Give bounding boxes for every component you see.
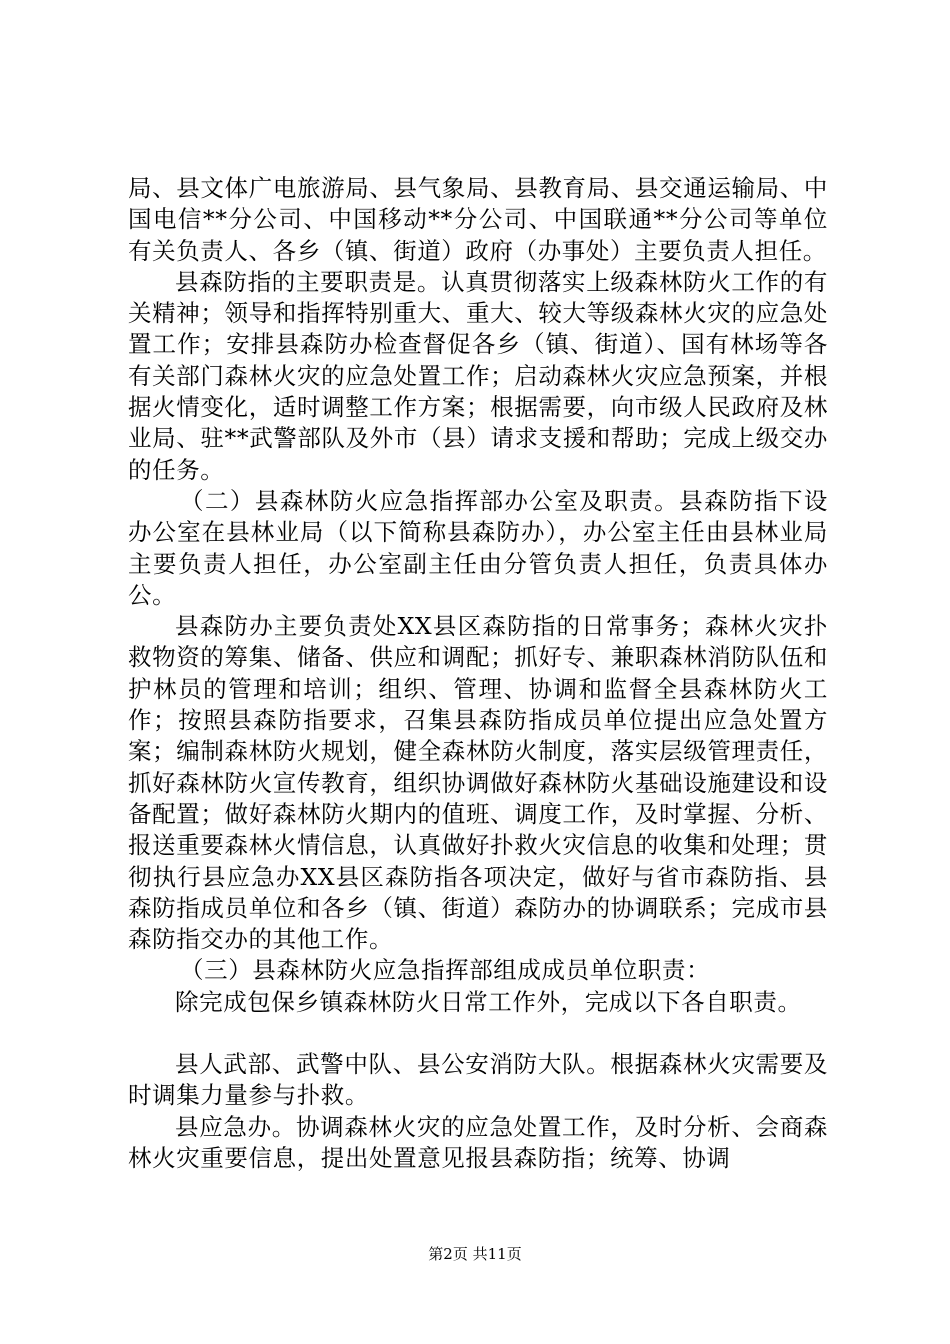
paragraph-armed-forces: 县人武部、武警中队、县公安消防大队。根据森林火灾需要及时调集力量参与扑救。 [128,1050,828,1110]
paragraph-members-heading: （三）县森林防火应急指挥部组成成员单位职责： [180,956,711,985]
paragraph-office-heading: （二）县森林防火应急指挥部办公室及职责。县森防指下设办公室在县林业局（以下简称县森防办），办公室主任由县林业局主要负责人担任，办公室副主任由分管负责人担任，负责具体办公。 [128,486,828,609]
paragraph-emergency-office: 县应急办。协调森林火灾的应急处置工作，及时分析、会商森林火灾重要信息，提出处置意见报县森防指；统筹、协调 [128,1112,828,1172]
page-number-footer: 第2页 共11页 [428,1245,522,1263]
paragraph-continuation: 局、县文体广电旅游局、县气象局、县教育局、县交通运输局、中国电信**分公司、中国移动**分公司、中国联通**分公司等单位有关负责人、各乡（镇、街道）政府（办事处）主要负责人担任。 [128,174,828,265]
paragraph-gap [128,1018,828,1049]
paragraph-duties: 县森防指的主要职责是。认真贯彻落实上级森林防火工作的有关精神；领导和指挥特别重大、重大、较大等级森林火灾的应急处置工作；安排县森防办检查督促各乡（镇、街道）、国有林场等各有关部门森林火灾的应急处置工作；启动森林火灾应急预案，并根据火情变化，适时调整工作方案；根据需要，向市级人民政府及林业局、驻**武警部队及外市（县）请求支援和帮助；完成上级交办的任务。 [128,267,828,484]
paragraph-office-duties: 县森防办主要负责处XX县区森防指的日常事务；森林火灾扑救物资的筹集、储备、供应和调配；抓好专、兼职森林消防队伍和护林员的管理和培训；组织、管理、协调和监督全县森林防火工作；按照县森防指要求，召集县森防指成员单位提出应急处置方案；编制森林防火规划，健全森林防火制度，落实层级管理责任，抓好森林防火宣传教育，组织协调做好森林防火基础设施建设和设备配置；做好森林防火期内的值班、调度工作，及时掌握、分析、报送重要森林火情信息，认真做好扑救火灾信息的收集和处理；贯彻执行县应急办XX县区森防指各项决定，做好与省市森防指、县森防指成员单位和各乡（镇、街道）森防办的协调联系；完成市县森防指交办的其他工作。 [128,612,828,954]
paragraph-members-intro: 除完成包保乡镇森林防火日常工作外，完成以下各自职责。 [175,987,802,1016]
document-body [128,173,828,1174]
